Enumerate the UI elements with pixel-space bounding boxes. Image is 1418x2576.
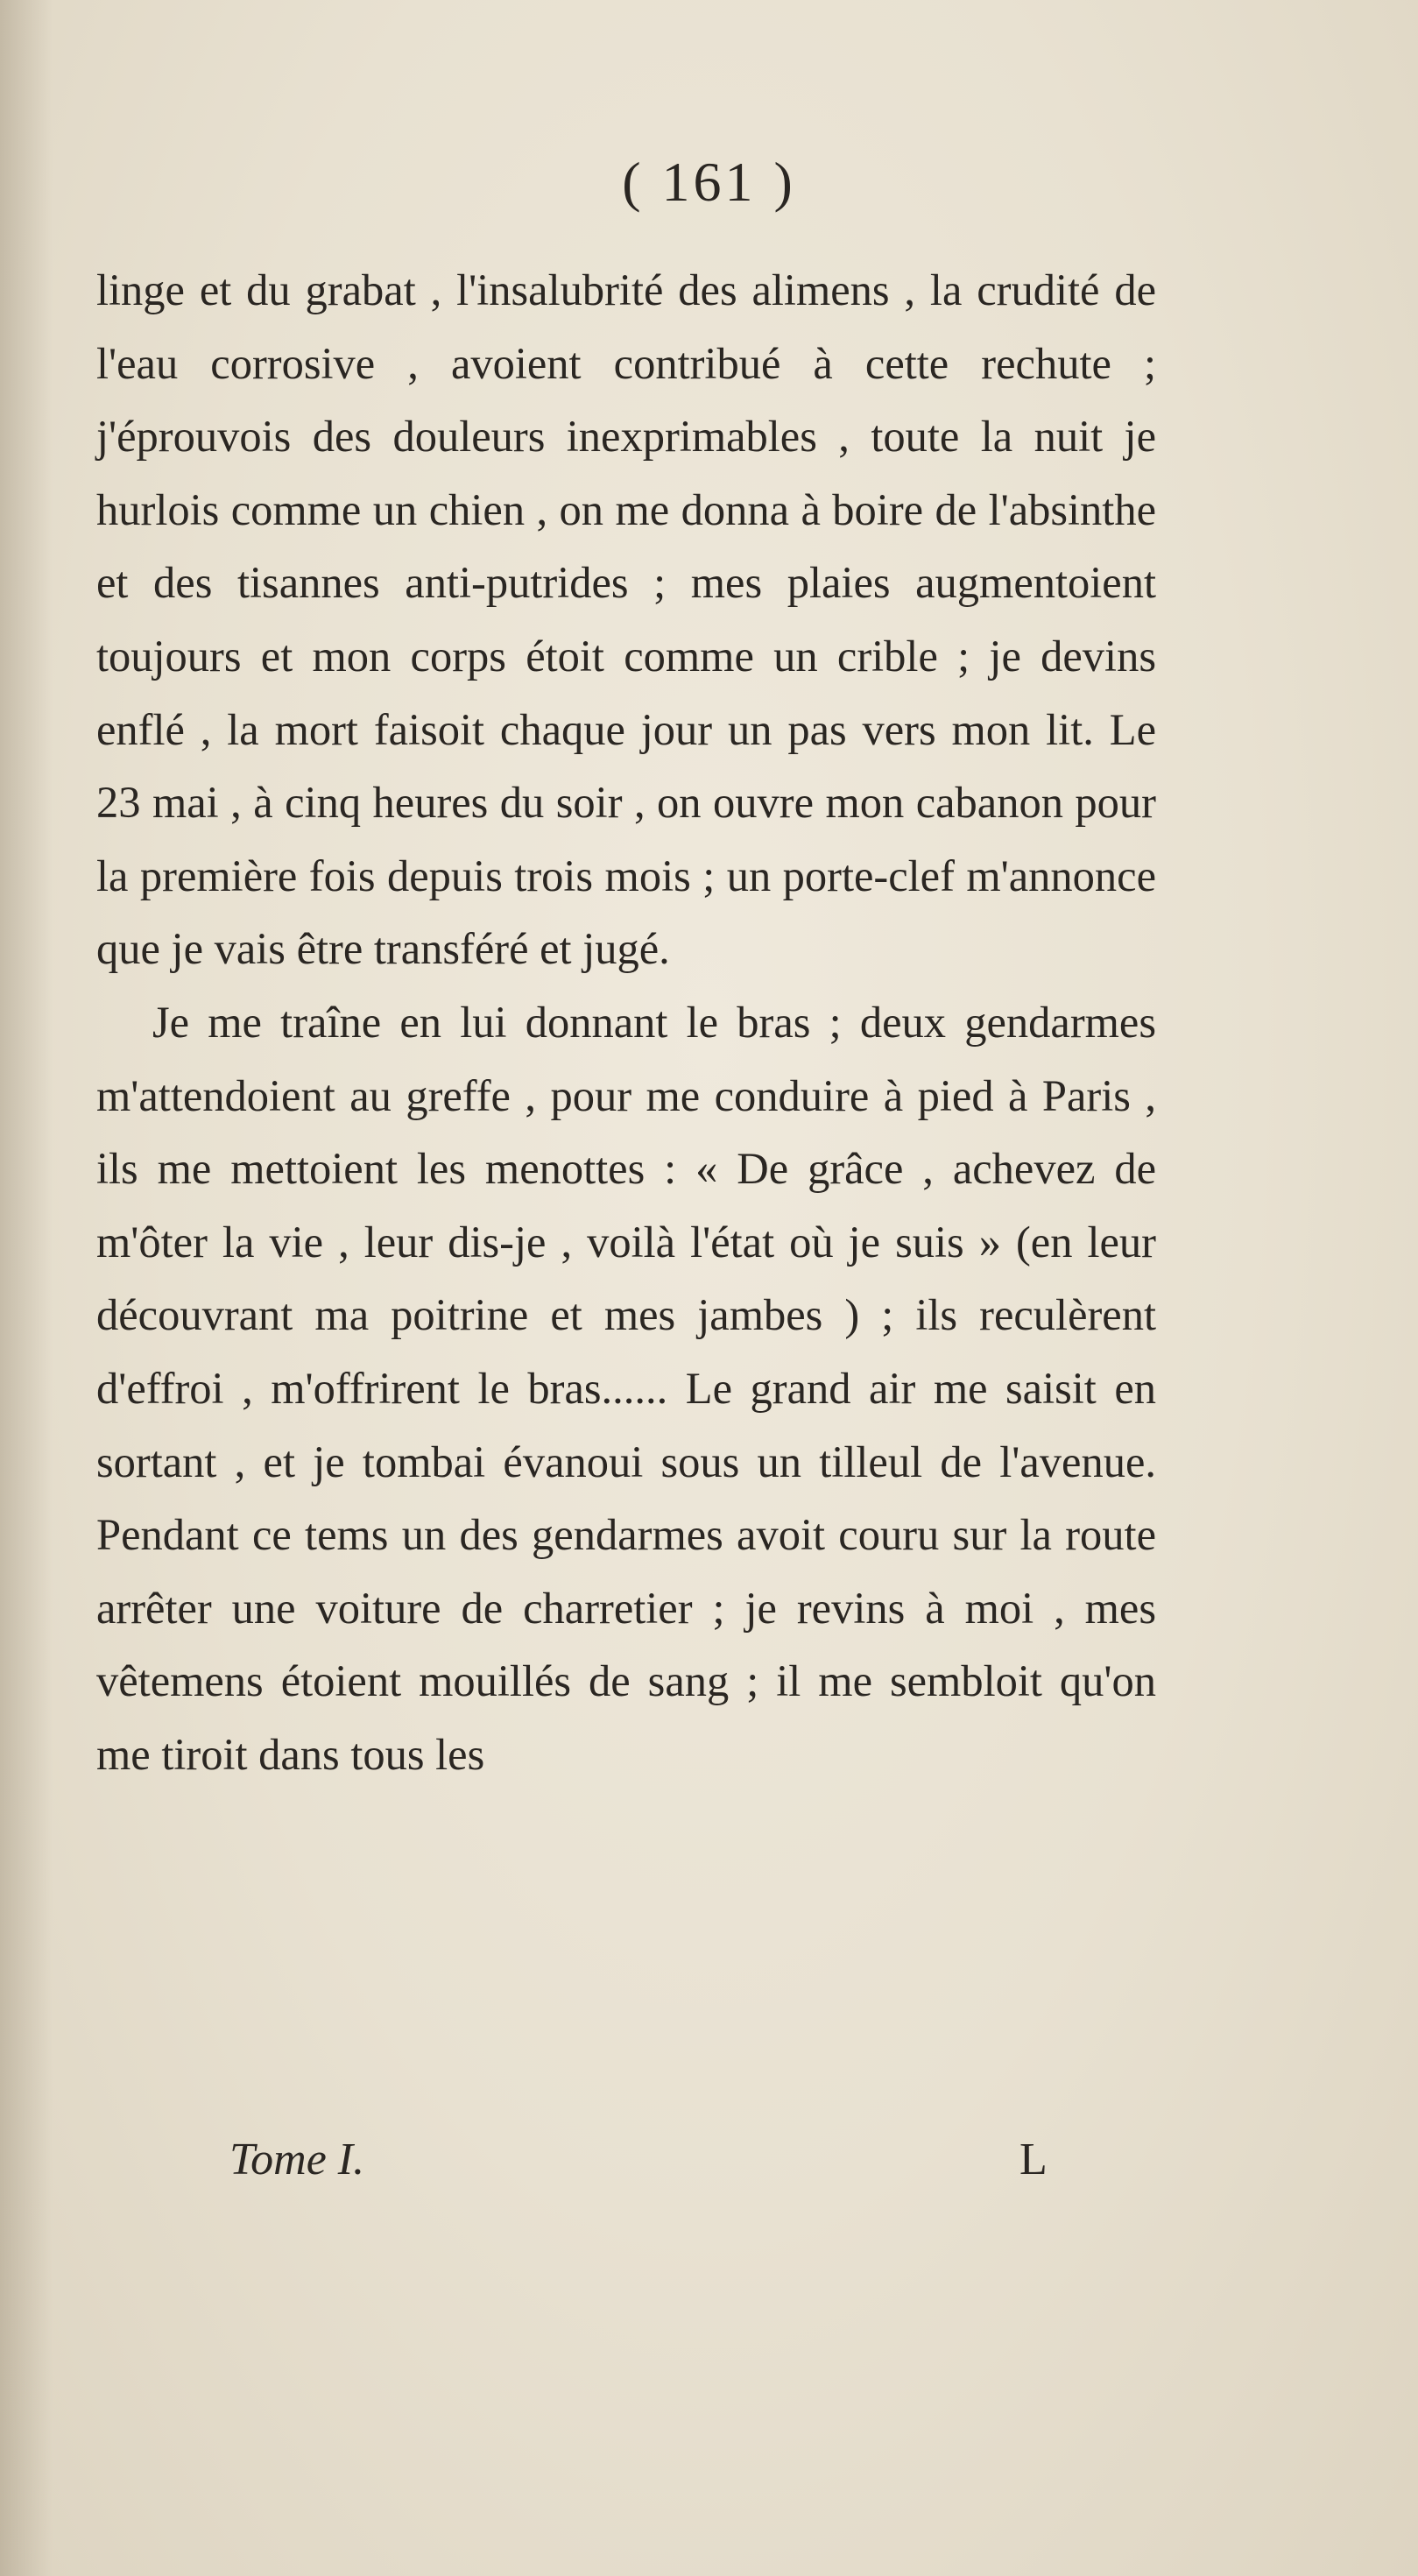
page-footer <box>0 2125 1418 2195</box>
paragraph-1: linge et du grabat , l'insalubrité des alimens , la crudité de l'eau corrosive , avoient contribué à cette rechute ; j'éprouvois des douleurs inexprimables , toute la nuit je hurlois comme un chien , on me donna à boire de l'absinthe et des tisannes anti-putrides ; mes plaies augmentoient toujours et mon corps étoit comme un crible ; je devins enflé , la mort faisoit chaque jour un pas vers mon lit. Le 23 mai , à cinq heures du soir , on ouvre mon cabanon pour la première fois depuis trois mois ; un porte-clef m'annonce que je vais être transféré et jugé. <box>96 265 1156 974</box>
paragraph-2: Je me traîne en lui donnant le bras ; deux gendarmes m'attendoient au greffe , pour me conduire à pied à Paris , ils me mettoient les menottes : « De grâce , achevez de m'ôter la vie , leur dis-je , voilà l'état où je suis » (en leur découvrant ma poitrine et mes jambes ) ; ils reculèrent d'effroi , m'offrirent le bras...... Le grand air me saisit en sortant , et je tombai évanoui sous un tilleul de l'avenue. Pendant ce tems un des gendarmes avoit couru sur la route arrêter une voiture de charretier ; je revins à moi , mes vêtemens étoient mouillés de sang ; il me sembloit qu'on me tiroit dans tous les <box>96 997 1156 1779</box>
page-body <box>96 254 1156 1791</box>
page-number: ( 161 ) <box>622 151 796 213</box>
signature-mark: L <box>1019 2135 1048 2184</box>
volume-label: Tome I. <box>229 2135 365 2184</box>
